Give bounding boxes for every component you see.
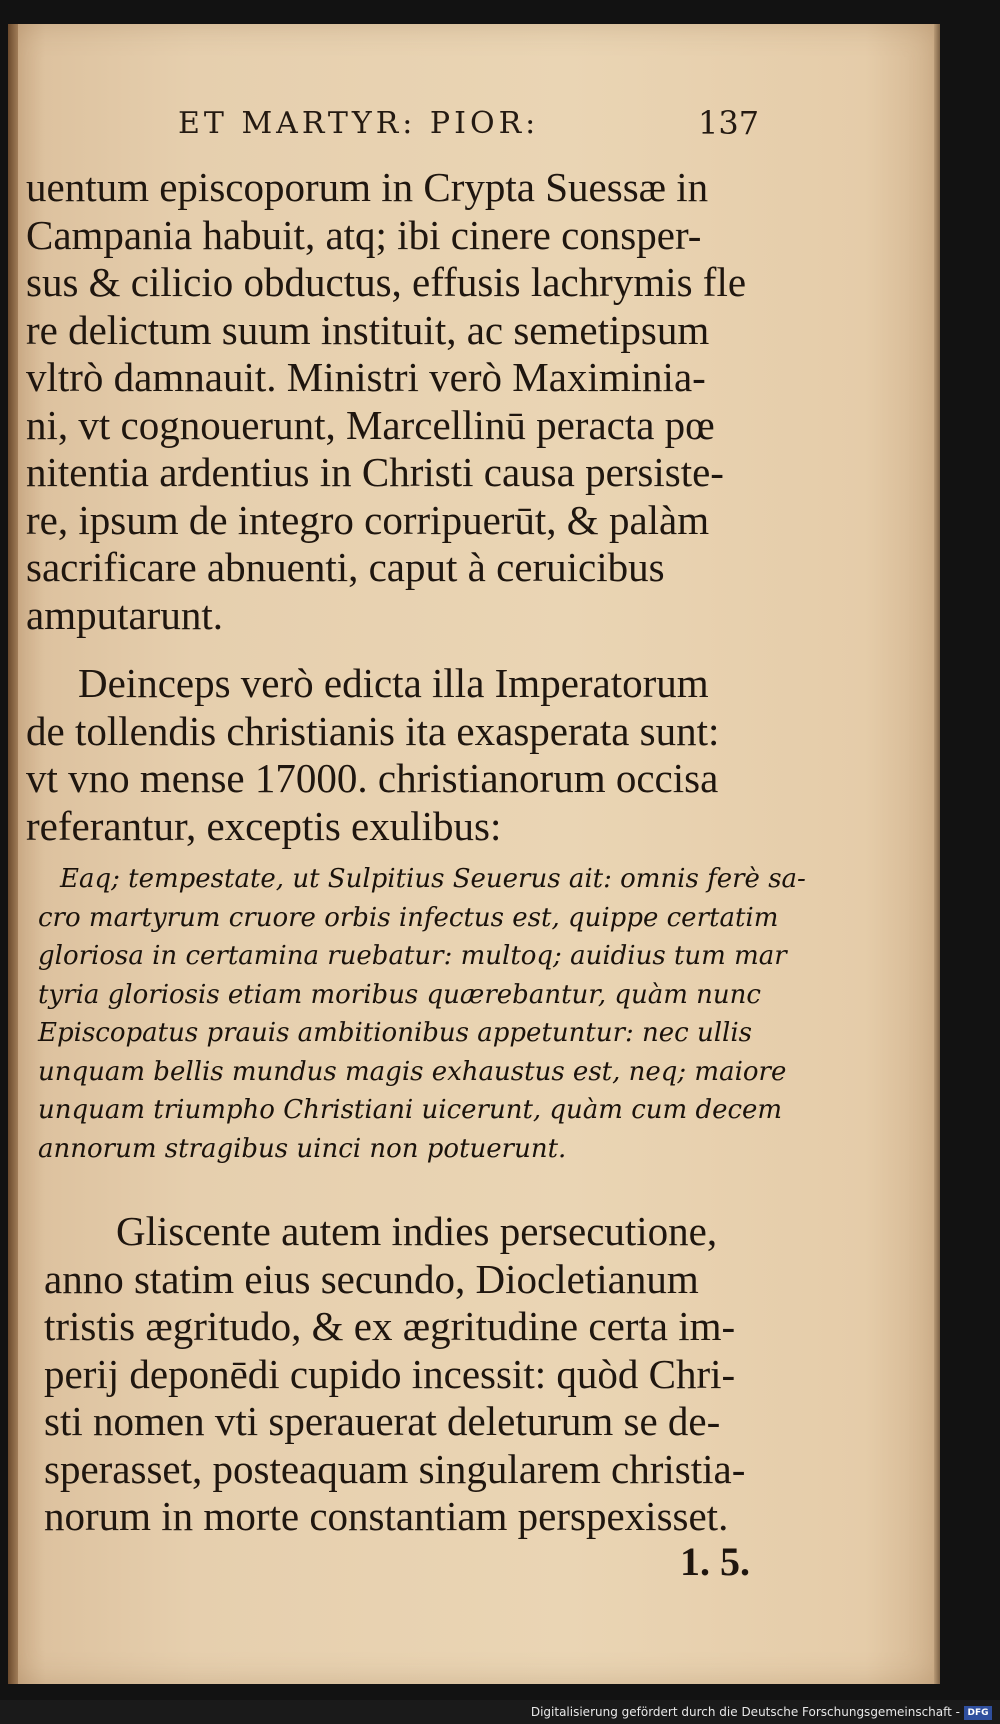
quote-line: cro martyrum cruore orbis infectus est, quippe certatim (38, 902, 779, 933)
text-line: perij deponēdi cupido incessit: quòd Chri- (44, 1350, 736, 1397)
page-fore-edge (934, 24, 940, 1684)
text-line: amputarunt. (26, 591, 223, 638)
page-spine-edge (8, 24, 18, 1684)
quote-line: tyria gloriosis etiam moribus quærebantur, quàm nunc (38, 979, 761, 1010)
text-line: nitentia ardentius in Christi causa persiste- (26, 449, 724, 495)
text-line: Deinceps verò edicta illa Imperatorum (78, 660, 709, 706)
text-line: vt vno mense 17000. christianorum occisa (26, 755, 719, 801)
paragraph-2 (26, 660, 786, 850)
text-line: vltrò damnauit. Ministri verò Maximinia- (26, 354, 706, 400)
text-line: ni, vt cognouerunt, Marcellinū peracta pœ (26, 401, 715, 448)
text-line: de tollendis christianis ita exasperata sunt: (26, 707, 720, 754)
paragraph-1 (26, 164, 786, 639)
paragraph-3 (44, 1208, 804, 1541)
quote-line: Eaq; tempestate, ut Sulpitius Seuerus ait: omnis ferè sa- (60, 864, 806, 894)
book-page (8, 24, 940, 1684)
funding-credit: Digitalisierung gefördert durch die Deutsche Forschungsgemeinschaft - (530, 1705, 960, 1719)
quote-line: unquam bellis mundus magis exhaustus est, neq; maiore (38, 1056, 787, 1087)
quote-line: Episcopatus prauis ambitionibus appetuntur: nec ullis (38, 1018, 753, 1048)
dfg-logo-icon: DFG (964, 1706, 992, 1720)
text-line: re, ipsum de integro corripuerūt, & palàm (26, 496, 710, 543)
catchword: 1. 5. (680, 1539, 750, 1584)
text-line: Campania habuit, atq; ibi cinere consper- (26, 211, 702, 258)
text-line: sus & cilicio obductus, effusis lachrymis fle (26, 259, 747, 305)
running-title: ET MARTYR: PIOR: (178, 106, 540, 141)
text-line: uentum episcoporum in Crypta Suessæ in (26, 164, 709, 210)
text-line: Gliscente autem indies persecutione, (116, 1208, 718, 1254)
text-line: re delictum suum instituit, ac semetipsum (26, 306, 710, 353)
text-line: anno statim eius secundo, Diocletianum (44, 1255, 699, 1302)
quote-line: gloriosa in certamina ruebatur: multoq; auidius tum mar (38, 941, 787, 971)
quote-line: unquam triumpho Christiani uicerunt, quàm cum decem (38, 1095, 783, 1125)
quote-line: annorum stragibus uinci non potuerunt. (38, 1133, 567, 1164)
text-line: norum in morte constantiam perspexisset. (44, 1493, 729, 1539)
text-line: sacrificare abnuenti, caput à ceruicibus (26, 544, 665, 590)
text-line: referantur, exceptis exulibus: (26, 802, 502, 849)
page-number: 137 (698, 104, 760, 142)
text-line: sti nomen vti sperauerat deleturum se de- (44, 1398, 721, 1444)
footer-bar (0, 1700, 1000, 1724)
italic-quotation (38, 860, 806, 1168)
text-line: tristis ægritudo, & ex ægritudine certa im- (44, 1303, 736, 1349)
text-line: sperasset, posteaquam singularem christia- (44, 1445, 746, 1492)
